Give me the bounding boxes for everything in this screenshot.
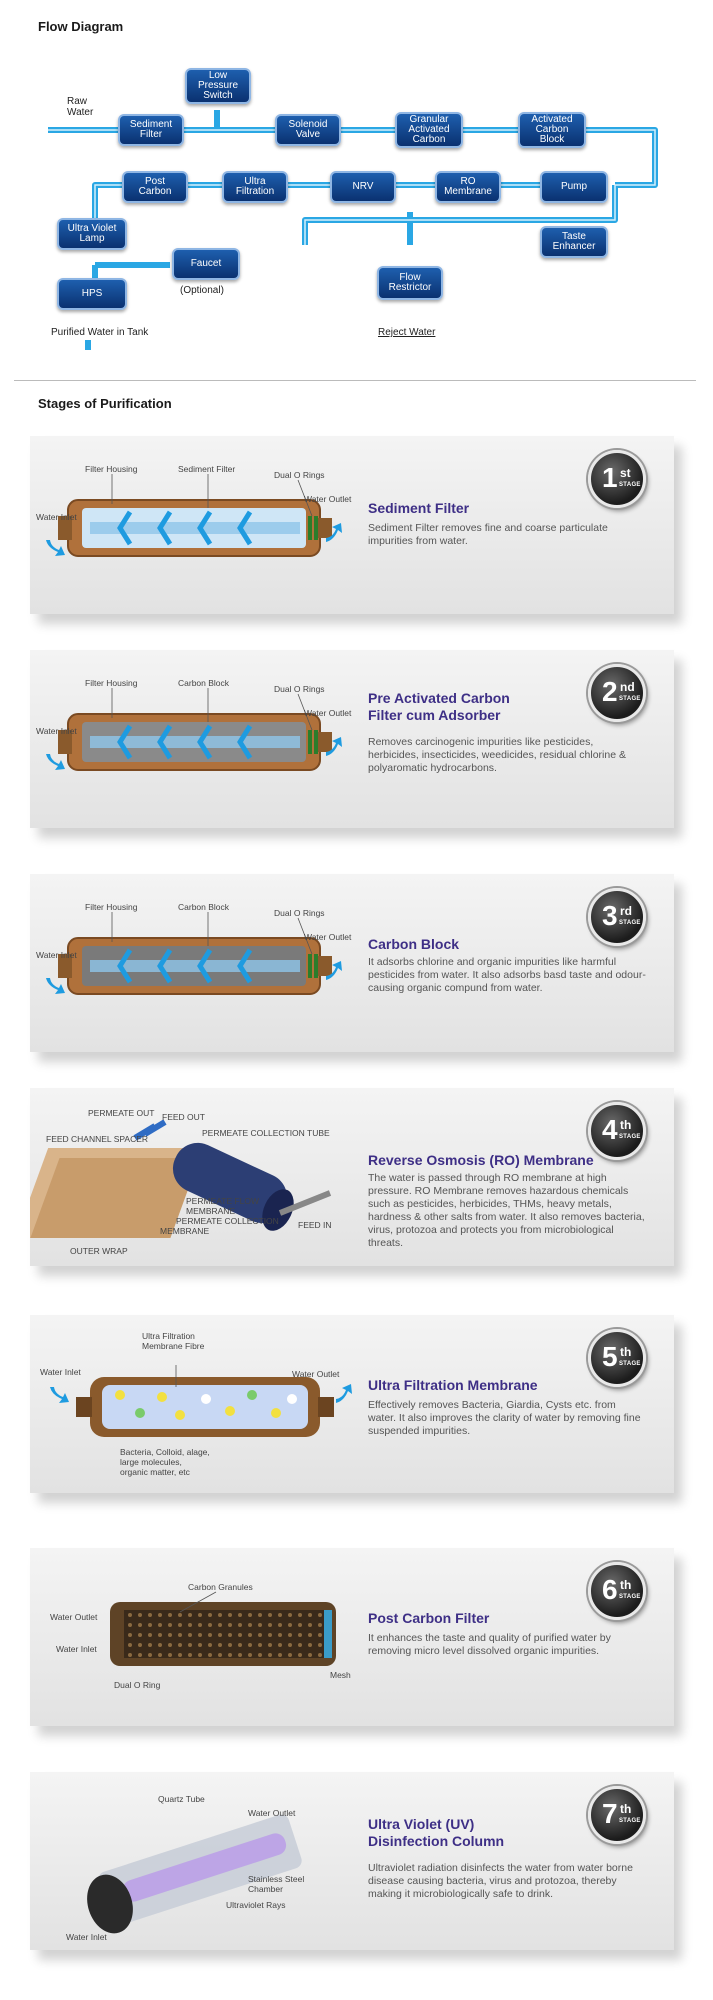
- stage-illustration: [30, 1315, 360, 1493]
- stage-title: Reverse Osmosis (RO) Membrane: [368, 1152, 594, 1168]
- carbon-granule: [318, 1623, 322, 1627]
- stage-title: Sediment Filter: [368, 500, 470, 516]
- stage-description: Effectively removes Bacteria, Giardia, Cysts etc. from water. It also improves the clarity of water by removing fine suspended impurities.: [368, 1399, 641, 1437]
- carbon-granule: [288, 1623, 292, 1627]
- label-uv-rays: Ultraviolet Rays: [226, 1900, 286, 1910]
- carbon-granule: [288, 1633, 292, 1637]
- label-inner-filter: Carbon Block: [178, 678, 230, 688]
- label-water-inlet: Water Inlet: [36, 512, 77, 522]
- carbon-granule: [308, 1633, 312, 1637]
- stage-card: [30, 650, 674, 828]
- carbon-granule: [168, 1613, 172, 1617]
- carbon-granule: [218, 1623, 222, 1627]
- carbon-granule: [218, 1633, 222, 1637]
- stage-badge: [588, 1102, 646, 1160]
- label-water-inlet: Water Inlet: [36, 950, 77, 960]
- stage-badge: [588, 1786, 646, 1844]
- carbon-granule: [308, 1623, 312, 1627]
- carbon-granule: [168, 1623, 172, 1627]
- stage-illustration: [30, 874, 360, 1052]
- label-outer-wrap: OUTER WRAP: [70, 1246, 128, 1256]
- carbon-granule: [218, 1653, 222, 1657]
- carbon-granule: [248, 1613, 252, 1617]
- carbon-granule: [288, 1613, 292, 1617]
- o-ring: [308, 730, 312, 754]
- label-water-outlet: Water Outlet: [50, 1612, 98, 1622]
- carbon-granule: [138, 1643, 142, 1647]
- inlet-arrow-icon: [46, 978, 65, 994]
- label-water-outlet: Water Outlet: [304, 494, 352, 504]
- section-divider: [14, 380, 696, 381]
- label-filter-housing: Filter Housing: [85, 902, 138, 912]
- carbon-granule: [278, 1643, 282, 1647]
- o-ring: [314, 730, 318, 754]
- stage-number: 7: [602, 1798, 618, 1829]
- label-water-outlet: Water Outlet: [304, 932, 352, 942]
- carbon-granule: [238, 1633, 242, 1637]
- carbon-granule: [268, 1633, 272, 1637]
- impurity-particle: [157, 1392, 167, 1402]
- mesh: [324, 1610, 332, 1658]
- stage-word: STAGE: [619, 1361, 641, 1367]
- carbon-granule: [238, 1643, 242, 1647]
- carbon-granule: [188, 1623, 192, 1627]
- carbon-granule: [188, 1613, 192, 1617]
- label-inner-filter: Sediment Filter: [178, 464, 236, 474]
- stage-illustration: [30, 436, 360, 614]
- carbon-granule: [198, 1643, 202, 1647]
- stage-illustration: [30, 650, 360, 828]
- flow-diagram: [0, 40, 713, 360]
- outlet-arrow-icon: [336, 1384, 352, 1403]
- carbon-granule: [128, 1633, 132, 1637]
- carbon-granule: [138, 1623, 142, 1627]
- stage-title: Ultra Violet (UV) Disinfection Column: [368, 1816, 505, 1849]
- label-collection-tube: PERMEATE COLLECTION TUBE: [202, 1128, 330, 1138]
- carbon-granule: [208, 1653, 212, 1657]
- carbon-granule: [308, 1613, 312, 1617]
- carbon-granule: [238, 1653, 242, 1657]
- stage-ordinal: nd: [620, 680, 635, 694]
- stage-description: Sediment Filter removes fine and coarse particulate impurities from water.: [368, 522, 608, 547]
- stage-description: It adsorbs chlorine and organic impurities like harmful pesticides from water. It also adsorbs basd taste and odour-causing organic compund from water.: [368, 956, 646, 994]
- inlet-arrow-icon: [46, 754, 65, 770]
- label-membrane-2: MEMBRANE: [160, 1226, 210, 1236]
- stage-number: 5: [602, 1341, 618, 1372]
- flow-box-sediment-filter: Sediment Filter: [118, 114, 184, 146]
- end-cap-left: [76, 1397, 92, 1417]
- carbon-granule: [198, 1613, 202, 1617]
- carbon-granule: [218, 1643, 222, 1647]
- label-permeate-collection: PERMEATE COLLECTION: [176, 1216, 279, 1226]
- label-dual-o-rings: Dual O Rings: [274, 908, 325, 918]
- stage-number: 6: [602, 1574, 618, 1605]
- carbon-granule: [198, 1653, 202, 1657]
- stage-badge: [588, 1562, 646, 1620]
- label-carbon-granules: Carbon Granules: [188, 1582, 253, 1592]
- carbon-granule: [248, 1643, 252, 1647]
- flow-box-taste-enhancer: Taste Enhancer: [540, 226, 608, 258]
- carbon-granule: [248, 1623, 252, 1627]
- stage-badge: [588, 888, 646, 946]
- stage-card: [30, 1772, 674, 1950]
- carbon-granule: [298, 1623, 302, 1627]
- carbon-granule: [228, 1613, 232, 1617]
- stage-ordinal: rd: [620, 904, 632, 918]
- stage-word: STAGE: [619, 1594, 641, 1600]
- reject-water-label: Reject Water: [378, 327, 436, 338]
- flow-box-ro-membrane: RO Membrane: [435, 171, 501, 203]
- flow-box-activated-carbon-block: Activated Carbon Block: [518, 112, 586, 148]
- carbon-granule: [278, 1653, 282, 1657]
- flow-box-post-carbon: Post Carbon: [122, 171, 188, 203]
- label-dual-o-rings: Dual O Rings: [274, 470, 325, 480]
- carbon-granule: [238, 1613, 242, 1617]
- carbon-granule: [138, 1653, 142, 1657]
- label-membrane-1: MEMBRANE: [186, 1206, 236, 1216]
- inlet-arrow-icon: [50, 1387, 69, 1403]
- stage-word: STAGE: [619, 696, 641, 702]
- carbon-granule: [158, 1653, 162, 1657]
- stage-illustration: [30, 1772, 360, 1950]
- carbon-granule: [178, 1653, 182, 1657]
- flow-box-faucet: Faucet: [172, 248, 240, 280]
- flow-box-pump: Pump: [540, 171, 608, 203]
- carbon-granule: [318, 1643, 322, 1647]
- carbon-granule: [178, 1613, 182, 1617]
- label-mesh: Mesh: [330, 1670, 351, 1680]
- carbon-granule: [128, 1623, 132, 1627]
- carbon-granule: [258, 1653, 262, 1657]
- carbon-granule: [168, 1633, 172, 1637]
- carbon-granule: [128, 1613, 132, 1617]
- label-water-outlet: Water Outlet: [292, 1369, 340, 1379]
- carbon-granule: [148, 1613, 152, 1617]
- impurity-particle: [287, 1394, 297, 1404]
- carbon-granule: [128, 1653, 132, 1657]
- label-filter-housing: Filter Housing: [85, 464, 138, 474]
- carbon-granule: [278, 1633, 282, 1637]
- carbon-granule: [188, 1633, 192, 1637]
- label-water-inlet: Water Inlet: [36, 726, 77, 736]
- o-ring: [314, 954, 318, 978]
- carbon-granule: [188, 1653, 192, 1657]
- stage-title: Post Carbon Filter: [368, 1610, 490, 1626]
- stage-card: [30, 874, 674, 1052]
- stage-ordinal: th: [620, 1802, 632, 1816]
- impurity-particle: [175, 1410, 185, 1420]
- stage-number: 4: [602, 1114, 618, 1145]
- carbon-granule: [318, 1613, 322, 1617]
- carbon-granule: [178, 1643, 182, 1647]
- carbon-granule: [168, 1643, 172, 1647]
- flow-box-granular-activated-carbon: Granular Activated Carbon: [395, 112, 463, 148]
- carbon-granule: [298, 1653, 302, 1657]
- carbon-granule: [238, 1623, 242, 1627]
- carbon-granule: [148, 1623, 152, 1627]
- label-uf-fibre: Ultra Filtration Membrane Fibre: [142, 1331, 205, 1351]
- label-inner-filter: Carbon Block: [178, 902, 230, 912]
- flow-diagram-title: Flow Diagram: [38, 19, 124, 34]
- impurity-particle: [225, 1406, 235, 1416]
- stage-card: [30, 1088, 674, 1266]
- stage-number: 2: [602, 676, 618, 707]
- flow-box-nrv: NRV: [330, 171, 396, 203]
- end-cap-right: [318, 1397, 334, 1417]
- carbon-granule: [218, 1613, 222, 1617]
- stage-description: The water is passed through RO membrane at high pressure. RO Membrane removes hazardous chemicals such as pesticides, herbicides, THMs, heavy metals, hardness & other salts from water. It also removes bacteria, virus, protozoa and protects you from microbiological threats.: [368, 1172, 645, 1249]
- label-water-inlet: Water Inlet: [40, 1367, 81, 1377]
- stage-word: STAGE: [619, 1134, 641, 1140]
- stage-card: [30, 1315, 674, 1493]
- label-permeate-out: PERMEATE OUT: [88, 1108, 155, 1118]
- label-water-inlet: Water Inlet: [56, 1644, 97, 1654]
- label-feed-out: FEED OUT: [162, 1112, 205, 1122]
- carbon-granule: [298, 1633, 302, 1637]
- label-feed-in: FEED IN: [298, 1220, 332, 1230]
- inlet-arrow-icon: [46, 540, 65, 556]
- carbon-granule: [208, 1643, 212, 1647]
- stage-badge: [588, 1329, 646, 1387]
- carbon-granule: [288, 1653, 292, 1657]
- stage-ordinal: th: [620, 1345, 632, 1359]
- carbon-granule: [308, 1653, 312, 1657]
- label-water-outlet: Water Outlet: [304, 708, 352, 718]
- carbon-granule: [318, 1633, 322, 1637]
- label-stainless-chamber: Stainless Steel Chamber: [248, 1874, 305, 1894]
- carbon-granule: [158, 1643, 162, 1647]
- carbon-granule: [268, 1653, 272, 1657]
- carbon-granule: [258, 1613, 262, 1617]
- carbon-granule: [158, 1623, 162, 1627]
- carbon-granule: [278, 1613, 282, 1617]
- carbon-granule: [148, 1653, 152, 1657]
- end-cap-right: [318, 956, 332, 976]
- carbon-granule: [268, 1613, 272, 1617]
- carbon-granule: [178, 1623, 182, 1627]
- carbon-granule: [268, 1623, 272, 1627]
- carbon-granule: [318, 1653, 322, 1657]
- carbon-granule: [198, 1623, 202, 1627]
- o-ring: [308, 516, 312, 540]
- carbon-granule: [198, 1633, 202, 1637]
- flow-box-ultra-violet-lamp: Ultra Violet Lamp: [57, 218, 127, 250]
- stage-illustration: [30, 1548, 360, 1726]
- stage-title: Carbon Block: [368, 936, 460, 952]
- stage-card: [30, 1548, 674, 1726]
- stage-title: Ultra Filtration Membrane: [368, 1377, 538, 1393]
- stage-description: It enhances the taste and quality of purified water by removing micro level dissolved organic impurities.: [368, 1632, 611, 1657]
- carbon-granule: [208, 1613, 212, 1617]
- optional-label: (Optional): [180, 285, 224, 296]
- purified-water-label: Purified Water in Tank: [51, 327, 149, 338]
- carbon-granule: [228, 1653, 232, 1657]
- end-cap-right: [318, 732, 332, 752]
- stage-ordinal: th: [620, 1118, 632, 1132]
- label-feed-spacer: FEED CHANNEL SPACER: [46, 1134, 149, 1144]
- flow-box-ultra-filtration: Ultra Filtration: [222, 171, 288, 203]
- stage-number: 3: [602, 900, 618, 931]
- carbon-granules: [124, 1610, 324, 1658]
- carbon-granule: [138, 1613, 142, 1617]
- carbon-granule: [138, 1633, 142, 1637]
- carbon-granule: [258, 1623, 262, 1627]
- carbon-granule: [228, 1643, 232, 1647]
- carbon-granule: [148, 1633, 152, 1637]
- carbon-granule: [308, 1643, 312, 1647]
- stage-ordinal: st: [620, 466, 631, 480]
- carbon-granule: [188, 1643, 192, 1647]
- label-water-outlet: Water Outlet: [248, 1808, 296, 1818]
- stage-badge: [588, 664, 646, 722]
- label-bacteria: Bacteria, Colloid, alage, large molecules, organic matter, etc: [120, 1447, 210, 1477]
- label-dual-o-ring: Dual O Ring: [114, 1680, 161, 1690]
- stage-card: [30, 436, 674, 614]
- carbon-granule: [278, 1623, 282, 1627]
- carbon-granule: [128, 1643, 132, 1647]
- carbon-granule: [268, 1643, 272, 1647]
- stage-word: STAGE: [619, 920, 641, 926]
- carbon-granule: [228, 1633, 232, 1637]
- label-quartz-tube: Quartz Tube: [158, 1794, 205, 1804]
- flow-box-hps: HPS: [57, 278, 127, 310]
- label-permeate-flow: PERMEATE FLOW: [186, 1196, 260, 1206]
- carbon-granule: [248, 1653, 252, 1657]
- o-ring: [308, 954, 312, 978]
- impurity-particle: [201, 1394, 211, 1404]
- stage-word: STAGE: [619, 1818, 641, 1824]
- raw-water-label: Raw Water: [67, 96, 94, 118]
- carbon-granule: [258, 1643, 262, 1647]
- label-dual-o-rings: Dual O Rings: [274, 684, 325, 694]
- impurity-particle: [115, 1390, 125, 1400]
- carbon-granule: [158, 1633, 162, 1637]
- label-filter-housing: Filter Housing: [85, 678, 138, 688]
- stage-number: 1: [602, 462, 618, 493]
- stage-ordinal: th: [620, 1578, 632, 1592]
- carbon-granule: [158, 1613, 162, 1617]
- carbon-granule: [228, 1623, 232, 1627]
- carbon-granule: [248, 1633, 252, 1637]
- carbon-granule: [168, 1653, 172, 1657]
- carbon-granule: [288, 1643, 292, 1647]
- carbon-granule: [298, 1613, 302, 1617]
- flow-box-flow-restrictor: Flow Restrictor: [377, 266, 443, 300]
- carbon-granule: [208, 1633, 212, 1637]
- carbon-granule: [178, 1633, 182, 1637]
- stages-title: Stages of Purification: [38, 396, 172, 411]
- carbon-granule: [298, 1643, 302, 1647]
- flow-box-solenoid-valve: Solenoid Valve: [275, 114, 341, 146]
- carbon-granule: [148, 1643, 152, 1647]
- flow-box-low-pressure-switch: Low Pressure Switch: [185, 68, 251, 104]
- stage-description: Ultraviolet radiation disinfects the water from water borne disease causing bacteria, virus and protozoa, thereby making it microbiologically safe to drink.: [368, 1862, 633, 1900]
- o-ring: [314, 516, 318, 540]
- impurity-particle: [135, 1408, 145, 1418]
- stage-illustration: [30, 1088, 360, 1266]
- stage-word: STAGE: [619, 482, 641, 488]
- impurity-particle: [247, 1390, 257, 1400]
- end-cap-right: [318, 518, 332, 538]
- stage-description: Removes carcinogenic impurities like pesticides, herbicides, insecticides, weedicides, residual chlorine & polyaromatic hydrocarbons.: [368, 736, 626, 774]
- label-water-inlet: Water Inlet: [66, 1932, 107, 1942]
- carbon-granule: [258, 1633, 262, 1637]
- stage-title: Pre Activated Carbon Filter cum Adsorber: [368, 690, 510, 723]
- impurity-particle: [271, 1408, 281, 1418]
- carbon-granule: [208, 1623, 212, 1627]
- uf-core: [102, 1385, 308, 1429]
- stage-badge: [588, 450, 646, 508]
